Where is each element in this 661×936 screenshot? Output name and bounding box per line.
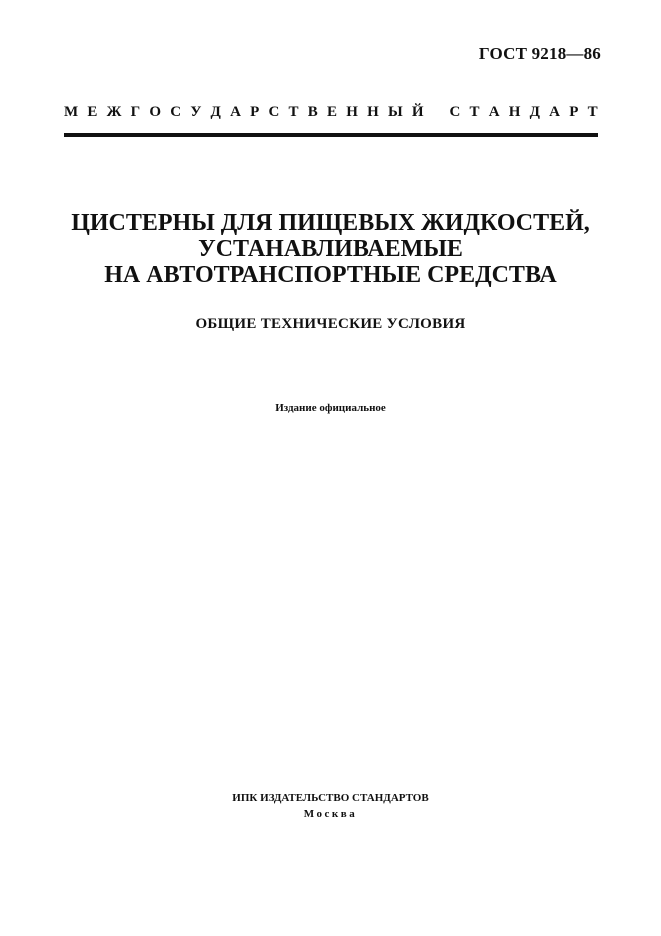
label-gap bbox=[433, 104, 441, 121]
label-letter: Р bbox=[250, 104, 260, 120]
label-letter: Д bbox=[210, 104, 221, 120]
label-letter: Ы bbox=[387, 104, 403, 120]
document-subtitle: ОБЩИЕ ТЕХНИЧЕСКИЕ УСЛОВИЯ bbox=[195, 316, 466, 332]
label-letter: Н bbox=[346, 104, 358, 120]
label-letter: Н bbox=[508, 104, 521, 120]
title-line-2: УСТАНАВЛИВАЕМЫЕ bbox=[198, 236, 463, 262]
label-letter: У bbox=[190, 104, 202, 120]
publisher-name: ИПК ИЗДАТЕЛЬСТВО СТАНДАРТОВ bbox=[232, 792, 429, 804]
label-letter: Т bbox=[587, 104, 598, 120]
label-letter: Ж bbox=[106, 104, 122, 120]
document-number: ГОСТ 9218—86 bbox=[478, 44, 601, 63]
label-letter: А bbox=[549, 104, 561, 120]
label-letter: В bbox=[307, 104, 318, 120]
publication-city: Москва bbox=[303, 808, 358, 820]
label-letter: Т bbox=[288, 104, 299, 120]
label-letter: Р bbox=[569, 104, 579, 120]
label-letter: Г bbox=[130, 104, 141, 120]
title-line-1: ЦИСТЕРНЫ ДЛЯ ПИЩЕВЫХ ЖИДКОСТЕЙ, bbox=[71, 210, 590, 236]
label-letter: А bbox=[488, 104, 500, 120]
label-letter: Н bbox=[367, 104, 379, 120]
header-divider bbox=[64, 133, 598, 137]
edition-note: Издание официальное bbox=[275, 402, 386, 414]
label-letter: Й bbox=[411, 104, 424, 120]
label-letter: М bbox=[64, 104, 79, 120]
label-letter: Т bbox=[469, 104, 480, 120]
label-letter: Е bbox=[87, 104, 98, 120]
label-letter: Е bbox=[326, 104, 337, 120]
label-letter: Д bbox=[529, 104, 540, 120]
label-letter: С bbox=[170, 104, 182, 120]
title-line-3: НА АВТОТРАНСПОРТНЫЕ СРЕДСТВА bbox=[104, 262, 557, 288]
label-letter: О bbox=[149, 104, 162, 120]
label-letter: С bbox=[449, 104, 461, 120]
document-title bbox=[40, 210, 621, 288]
standard-type-label bbox=[64, 104, 598, 121]
label-letter: С bbox=[268, 104, 280, 120]
label-letter: А bbox=[230, 104, 241, 120]
